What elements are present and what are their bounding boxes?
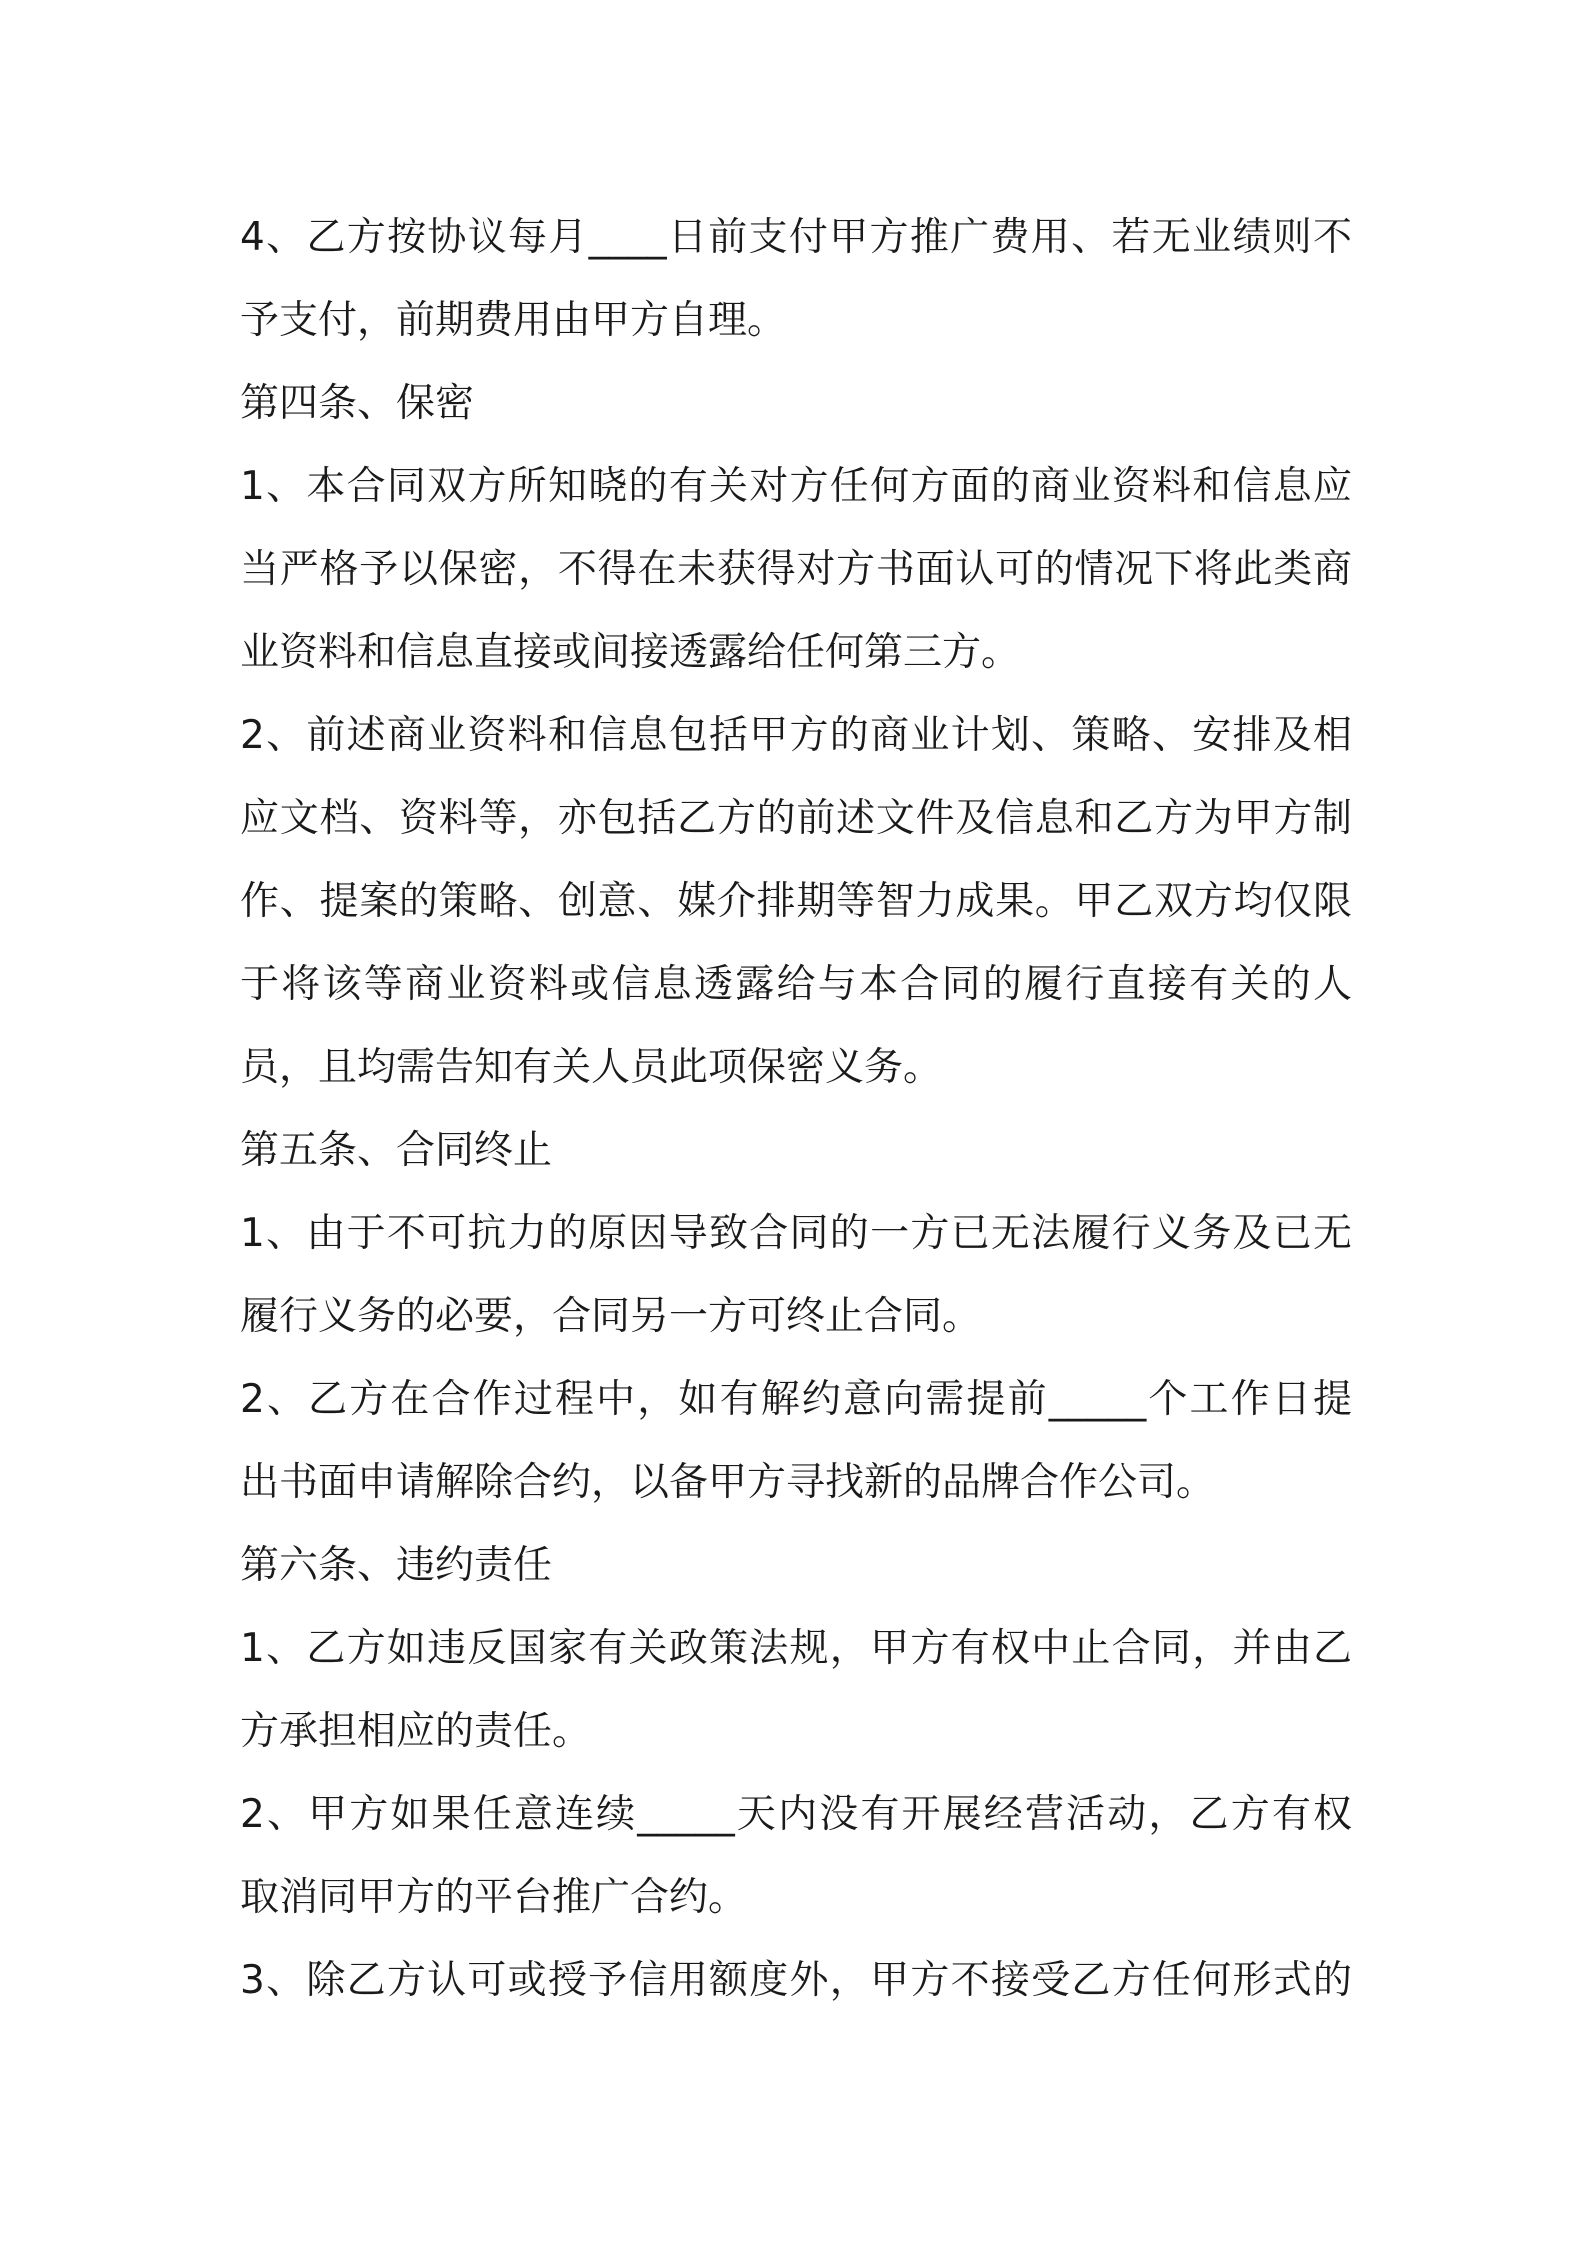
paragraph-line-20: 2、甲方如果任意连续_____天内没有开展经营活动，乙方有权 bbox=[240, 1792, 1352, 1837]
paragraph-line-6: 业资料和信息直接或间接透露给任何第三方。 bbox=[240, 630, 1021, 675]
paragraph-line-15: 2、乙方在合作过程中，如有解约意向需提前_____个工作日提 bbox=[240, 1377, 1352, 1422]
contract-text bbox=[240, 196, 1352, 2022]
section-heading-liability: 第六条、违约责任 bbox=[240, 1543, 553, 1588]
paragraph-line-19: 方承担相应的责任。 bbox=[240, 1709, 592, 1754]
paragraph-line-5: 当严格予以保密，不得在未获得对方书面认可的情况下将此类商 bbox=[240, 547, 1352, 592]
paragraph-line-16: 出书面申请解除合约，以备甲方寻找新的品牌合作公司。 bbox=[240, 1460, 1216, 1505]
section-heading-termination: 第五条、合同终止 bbox=[240, 1128, 553, 1173]
paragraph-line-18: 1、乙方如违反国家有关政策法规，甲方有权中止合同，并由乙 bbox=[240, 1626, 1352, 1671]
paragraph-line-22: 3、除乙方认可或授予信用额度外，甲方不接受乙方任何形式的 bbox=[240, 1958, 1352, 2003]
paragraph-line-7: 2、前述商业资料和信息包括甲方的商业计划、策略、安排及相 bbox=[240, 713, 1352, 758]
paragraph-line-9: 作、提案的策略、创意、媒介排期等智力成果。甲乙双方均仅限 bbox=[240, 879, 1352, 924]
paragraph-line-4: 1、本合同双方所知晓的有关对方任何方面的商业资料和信息应 bbox=[240, 464, 1352, 509]
paragraph-line-21: 取消同甲方的平台推广合约。 bbox=[240, 1875, 748, 1920]
paragraph-line-8: 应文档、资料等，亦包括乙方的前述文件及信息和乙方为甲方制 bbox=[240, 796, 1352, 841]
paragraph-line-2: 予支付，前期费用由甲方自理。 bbox=[240, 298, 787, 343]
paragraph-line-10: 于将该等商业资料或信息透露给与本合同的履行直接有关的人 bbox=[240, 962, 1352, 1007]
paragraph-line-11: 员，且均需告知有关人员此项保密义务。 bbox=[240, 1045, 943, 1090]
section-heading-confidentiality: 第四条、保密 bbox=[240, 381, 475, 426]
paragraph-line-1: 4、乙方按协议每月____日前支付甲方推广费用、若无业绩则不 bbox=[240, 215, 1352, 260]
paragraph-line-14: 履行义务的必要，合同另一方可终止合同。 bbox=[240, 1294, 982, 1339]
paragraph-line-13: 1、由于不可抗力的原因导致合同的一方已无法履行义务及已无 bbox=[240, 1211, 1352, 1256]
